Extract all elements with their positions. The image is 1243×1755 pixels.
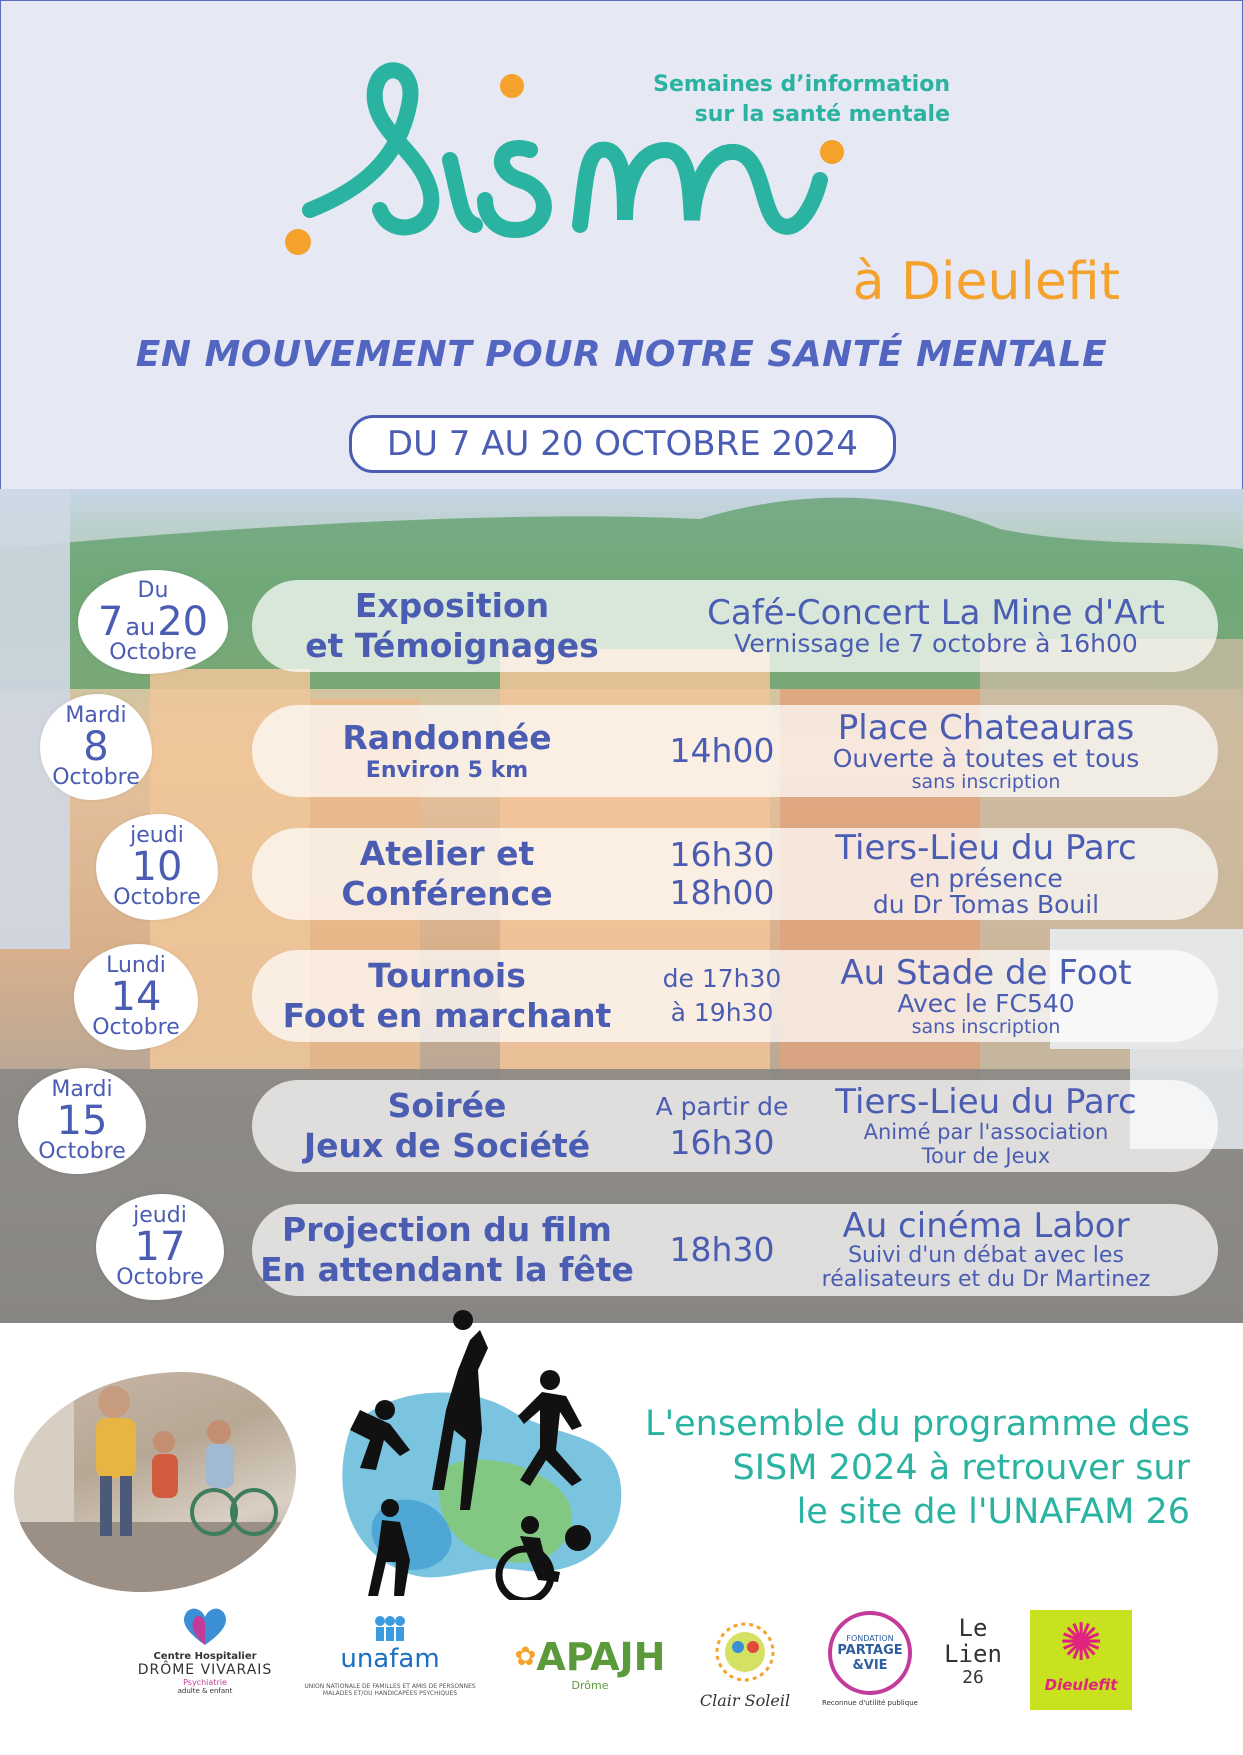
day-bubble-5 [18, 1068, 146, 1174]
event-title [252, 1080, 642, 1172]
ch-line-3: Psychiatrie [183, 1678, 227, 1687]
lien-line-3: 26 [962, 1667, 984, 1688]
day-number-start: 7 [97, 599, 124, 645]
city-name: à Dieulefit [852, 252, 1120, 312]
ch-line-4: adulte & enfant [177, 1687, 233, 1695]
event-title-line-2: En attendant la fête [260, 1250, 634, 1289]
day-number: 8 [83, 724, 109, 770]
ch-line-1: Centre Hospitalier [153, 1651, 257, 1662]
logo-dieulefit [1030, 1610, 1132, 1710]
day-bubble-6 [96, 1194, 224, 1300]
event-bar-6 [252, 1204, 1218, 1296]
event-place-line-1: Au cinéma Labor [842, 1206, 1130, 1246]
event-title [252, 828, 642, 920]
event-place-line-1: Place Chateauras [837, 708, 1135, 748]
program-info-line-3: le site de l'UNAFAM 26 [796, 1492, 1190, 1532]
people-icon [370, 1615, 410, 1641]
day-month: Octobre [113, 885, 201, 910]
ch-line-2: DRÔME VIVARAIS [137, 1662, 273, 1678]
tagline-line-2: sur la santé mentale [694, 102, 950, 127]
day-month: Octobre [92, 1015, 180, 1040]
flower-icon: ✿ [514, 1642, 537, 1672]
event-place-line-3: du Dr Tomas Bouil [872, 890, 1100, 919]
event-title [252, 705, 642, 797]
apajh-row [500, 1635, 680, 1679]
event-bar-4 [252, 950, 1218, 1042]
lien-line-1: Le [958, 1614, 988, 1642]
event-place-line-2: Ouverte à toutes et tous [832, 744, 1140, 773]
event-title [252, 1204, 642, 1296]
dieulefit-flower-icon: ✺ [1059, 1613, 1103, 1673]
unafam-name: unafam [340, 1644, 440, 1674]
unafam-sub-1: UNION NATIONALE DE FAMILLES ET AMIS DE PERSONNES [304, 1683, 476, 1690]
event-place-line-1: Au Stade de Foot [840, 953, 1132, 993]
day-number: 10 [131, 844, 183, 890]
logo-ch-drome-vivarais [120, 1605, 290, 1695]
tagline-line-1: Semaines d’information [653, 72, 950, 97]
event-place-line-3: Tour de Jeux [921, 1144, 1051, 1168]
header [0, 0, 1243, 490]
event-time-line-1: 18h30 [669, 1230, 775, 1269]
day-name: Mardi [65, 703, 127, 728]
day-bubble-3 [96, 814, 218, 920]
partner-logos [0, 1605, 1243, 1725]
lien-line-2: Lien [944, 1640, 1002, 1668]
logo-fondation-partage-vie [815, 1611, 925, 1707]
fpv-ring [828, 1611, 912, 1695]
day-range-word: au [125, 613, 156, 641]
event-bar-5 [252, 1080, 1218, 1172]
day-bubble-1 [78, 570, 228, 674]
event-title-line-2: Jeux de Société [303, 1126, 591, 1165]
event-title-line-2: et Témoignages [305, 626, 599, 665]
event-title-line-1: Tournois [368, 956, 526, 995]
program-info [620, 1402, 1190, 1534]
day-number: 15 [56, 1098, 108, 1144]
event-title-sub: Environ 5 km [365, 758, 529, 783]
sport-silhouettes [320, 1300, 640, 1600]
event-place-line-2: Animé par l'association [863, 1120, 1109, 1144]
event-time-line-1: 16h30 [669, 835, 775, 874]
headline: EN MOUVEMENT POUR NOTRE SANTÉ MENTALE [135, 334, 1108, 375]
day-range [97, 599, 209, 645]
event-place-line-2: Suivi d'un débat avec les [848, 1243, 1124, 1268]
logo-apajh [500, 1635, 680, 1692]
heart-icon [180, 1605, 230, 1647]
day-name: jeudi [130, 823, 184, 848]
event-place [776, 828, 1196, 920]
event-title-line-1: Soirée [387, 1086, 507, 1125]
event-title-line-2: Conférence [341, 874, 553, 913]
event-place-line-1: Café-Concert La Mine d'Art [707, 593, 1165, 633]
sun-icon [700, 1617, 790, 1687]
event-time-line-2: 16h30 [669, 1123, 775, 1162]
event-title-line-1: Exposition [354, 586, 550, 625]
logo-unafam [290, 1615, 490, 1697]
event-place [676, 580, 1196, 672]
fpv-line-4: Reconnue d'utilité publique [822, 1699, 918, 1707]
logo-clair-soleil [690, 1617, 800, 1710]
event-place [776, 1080, 1196, 1172]
day-month: Octobre [116, 1265, 204, 1290]
dieulefit-name: Dieulefit [1044, 1676, 1118, 1694]
event-place [776, 950, 1196, 1042]
event-time-line-1: A partir de [655, 1092, 789, 1121]
event-title [272, 580, 632, 672]
event-place-line-2: Avec le FC540 [897, 989, 1075, 1018]
event-bar-3 [252, 828, 1218, 920]
event-place [776, 705, 1196, 797]
day-month: Octobre [52, 765, 140, 790]
event-title-line-1: Projection du film [282, 1210, 612, 1249]
clair-soleil-name: Clair Soleil [699, 1691, 791, 1710]
day-bubble-2 [40, 694, 152, 800]
day-bubble-4 [74, 944, 198, 1050]
event-place-line-3: sans inscription [911, 1016, 1061, 1038]
apajh-name: APAJH [536, 1635, 666, 1679]
event-title-line-2: Foot en marchant [282, 996, 612, 1035]
day-name: Mardi [51, 1077, 113, 1102]
day-number: 14 [110, 974, 162, 1020]
event-bar-2 [252, 705, 1218, 797]
event-place-line-2: en présence [909, 864, 1063, 893]
event-title-line-1: Randonnée [342, 718, 552, 757]
fpv-line-1: FONDATION [846, 1633, 894, 1643]
event-place [776, 1204, 1196, 1296]
event-title-line-1: Atelier et [359, 834, 535, 873]
day-name: jeudi [133, 1203, 187, 1228]
day-month: Octobre [38, 1139, 126, 1164]
program-info-line-1: L'ensemble du programme des [645, 1404, 1190, 1444]
logo-le-lien-26 [928, 1615, 1018, 1689]
day-number: 17 [134, 1224, 186, 1270]
tagline [590, 70, 950, 130]
program-info-line-2: SISM 2024 à retrouver sur [732, 1448, 1190, 1488]
event-bar-1 [252, 580, 1218, 672]
event-time-line-1: de 17h30 [662, 964, 782, 993]
event-title [252, 950, 642, 1042]
day-prefix: Du [137, 578, 169, 603]
dates-pill: DU 7 AU 20 OCTOBRE 2024 [349, 415, 896, 473]
event-place-line-2: Vernissage le 7 octobre à 16h00 [734, 629, 1138, 658]
event-time-line-2: à 19h30 [670, 998, 774, 1027]
event-place-line-3: sans inscription [911, 771, 1061, 793]
event-place-line-1: Tiers-Lieu du Parc [835, 828, 1137, 868]
fpv-line-3: &VIE [852, 1657, 888, 1673]
day-number-end: 20 [157, 599, 209, 645]
day-month: Octobre [109, 640, 197, 665]
event-time-line-1: 14h00 [669, 731, 775, 770]
day-name: Lundi [106, 953, 166, 978]
event-place-line-3: réalisateurs et du Dr Martinez [821, 1267, 1151, 1292]
fpv-line-2: PARTAGE [837, 1642, 903, 1658]
event-time-line-2: 18h00 [669, 873, 775, 912]
apajh-sub: Drôme [571, 1679, 609, 1692]
event-place-line-1: Tiers-Lieu du Parc [835, 1082, 1137, 1122]
unafam-sub-2: MALADES ET/OU HANDICAPÉES PSYCHIQUES [322, 1690, 458, 1697]
